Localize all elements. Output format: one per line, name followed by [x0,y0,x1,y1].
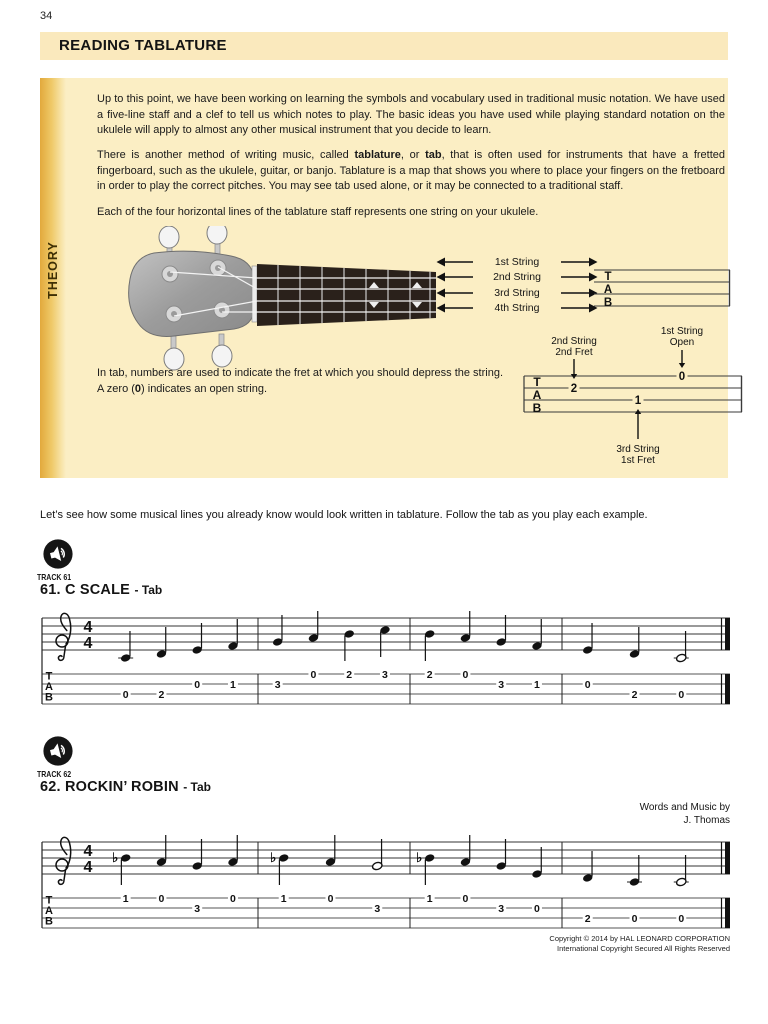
svg-text:0: 0 [327,892,334,905]
example-title: 61. C SCALE [40,582,131,598]
svg-text:0: 0 [194,678,201,691]
string-label-rows [435,254,605,316]
svg-text:B: B [45,915,53,928]
svg-text:A: A [532,388,542,402]
music-system-62 [36,828,736,940]
svg-text:T: T [533,375,541,389]
intro-line: Let’s see how some musical lines you already know would look written in tablature. Follow the tab as you play each example. [40,509,648,521]
music-system-61 [36,604,736,716]
copyright-notice [330,934,730,954]
svg-text:1st Fret: 1st Fret [621,455,655,466]
example-suffix: - Tab [134,583,163,597]
copyright-line: Copyright © 2014 by HAL LEONARD CORPORATION [549,934,730,943]
svg-text:1: 1 [426,892,433,905]
svg-text:0: 0 [158,892,165,905]
example-heading [40,581,162,599]
example-title: 62. ROCKIN’ ROBIN [40,779,179,795]
section-banner [40,32,728,60]
left-arrow-icon [435,271,475,283]
svg-text:T: T [604,271,612,283]
svg-text:2: 2 [584,912,591,925]
svg-text:1: 1 [230,678,236,691]
ukulele-headstock-image [106,226,436,371]
notation-staff [42,618,730,650]
treble-clef-icon [56,837,71,884]
svg-text:♭: ♭ [270,850,277,865]
svg-text:3: 3 [194,902,201,915]
left-arrow-icon [435,287,475,299]
string-label: 4th String [494,302,540,315]
svg-text:2: 2 [346,668,353,681]
example-heading [40,778,211,796]
svg-text:0: 0 [122,688,129,701]
string-label: 1st String [494,255,540,268]
tab-note-text: In tab, numbers are used to indicate the fret at which you should depress the string. A zero (0) indicates an open string. [97,367,504,395]
svg-text:T: T [45,894,53,907]
svg-text:1: 1 [634,395,642,407]
svg-text:0: 0 [631,912,638,925]
svg-text:1: 1 [280,892,287,905]
svg-text:A: A [603,284,613,296]
notation-staff [42,842,730,874]
section-title: READING TABLATURE [59,37,227,54]
example-suffix: - Tab [183,780,211,794]
audio-track-icon [42,735,74,767]
svg-text:3: 3 [382,668,388,681]
tab-staff [42,898,730,928]
page-number: 34 [40,10,53,22]
svg-text:T: T [45,670,53,683]
theory-side-label: THEORY [46,241,60,299]
track-label: TRACK 61 [37,572,72,582]
svg-text:2nd String: 2nd String [551,336,597,347]
theory-box [40,78,728,478]
string-label: 2nd String [493,271,541,284]
credit-line: Words and Music by [639,802,730,813]
svg-text:4: 4 [83,619,93,636]
svg-text:0: 0 [678,371,686,383]
svg-text:B: B [45,691,53,704]
credit-line: J. Thomas [683,814,730,826]
audio-track-icon [42,538,74,570]
treble-clef-icon [56,613,71,660]
svg-text:A: A [45,905,53,917]
svg-text:0: 0 [462,668,469,681]
svg-text:0: 0 [678,912,685,925]
svg-text:1st String: 1st String [660,326,704,337]
svg-text:4: 4 [83,635,93,652]
theory-paragraph-3: Each of the four horizontal lines of the tablature staff represents one string on your ukulele. [97,206,539,218]
svg-text:0: 0 [534,902,540,915]
svg-text:0: 0 [310,668,317,681]
track-label: TRACK 62 [37,769,72,779]
string-label-row [435,301,605,317]
svg-text:3: 3 [374,902,381,915]
svg-text:0: 0 [462,892,469,905]
svg-text:♭: ♭ [112,850,119,865]
theory-paragraph-2: There is another method of writing music, called tablature, or tab, that is often used for instruments that have a fretted fingerboard, such as the ukulele, guitar, or banjo. Tablature is a map that shows you where to place your fingers on the fretboard in order to play the correct pitches. You may see tab used alone, or it may be connected to a traditional staff. [97,149,726,193]
svg-text:3rd String: 3rd String [616,444,660,455]
svg-text:Open: Open [669,337,695,348]
svg-text:B: B [532,401,542,415]
svg-text:2: 2 [426,668,433,681]
tab-staff-diagram [586,256,736,318]
svg-text:0: 0 [584,678,591,691]
svg-text:2nd Fret: 2nd Fret [555,347,593,358]
svg-text:2: 2 [570,383,578,395]
svg-text:1: 1 [534,678,540,691]
svg-text:0: 0 [678,688,685,701]
svg-text:2: 2 [158,688,165,701]
svg-text:4: 4 [83,843,93,860]
svg-text:4: 4 [83,859,93,876]
string-label: 3rd String [494,286,540,299]
left-arrow-icon [435,256,475,268]
svg-text:3: 3 [498,902,505,915]
tab-callout-diagram [510,324,760,474]
svg-text:2: 2 [631,688,638,701]
copyright-line: International Copyright Secured All Rights Reserved [556,944,730,954]
song-credit [428,802,730,827]
svg-text:B: B [603,297,613,309]
left-arrow-icon [435,302,475,314]
svg-text:3: 3 [274,678,281,691]
string-label-row [435,254,605,270]
svg-text:A: A [45,681,53,693]
svg-text:1: 1 [122,892,129,905]
string-label-row [435,285,605,301]
svg-text:3: 3 [498,678,505,691]
svg-text:0: 0 [230,892,236,905]
string-label-row [435,270,605,286]
theory-paragraph-1: Up to this point, we have been working on learning the symbols and vocabulary used in traditional music notation. We have used a five-line staff and a clef to tell us which notes to play. The basic ideas you have used while playing standard notation on the ukulele will apply to almost any other musical instrument that you decide to learn. [97,93,725,137]
svg-text:♭: ♭ [416,850,423,865]
